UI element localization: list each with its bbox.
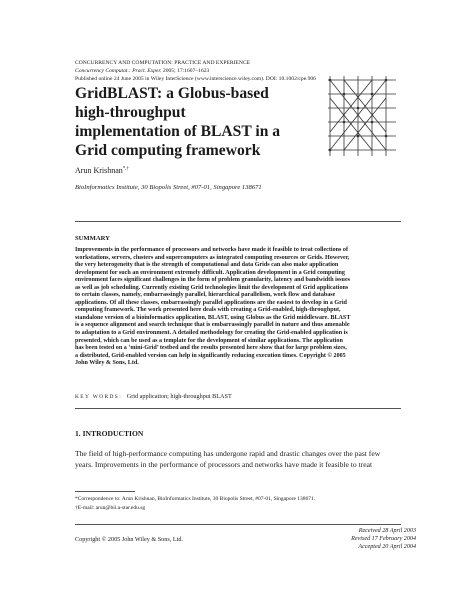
keywords-text: Grid application; high-throughput BLAST <box>126 393 232 400</box>
summary-line: Improvements in the performance of processors and networks have made it feasible to treat collections of <box>75 247 348 253</box>
keywords-label: KEY WORDS: <box>75 394 123 400</box>
grid-network-logo <box>320 70 404 162</box>
summary-line: computing framework. The work presented here deals with creating a Grid-enabled, high-throughput, <box>75 307 341 314</box>
divider <box>75 408 401 409</box>
title-line: Grid computing framework <box>75 142 261 159</box>
summary-heading: SUMMARY <box>75 235 110 242</box>
keywords-line <box>75 393 232 400</box>
footnote-email: †E-mail: arun@bii.a-star.edu.sg <box>75 505 146 511</box>
section-heading: 1. INTRODUCTION <box>75 429 144 438</box>
summary-line: workstations, servers, clusters and supercomputers as integrated computing resources or Grids. However, <box>75 254 350 261</box>
intro-paragraph <box>75 449 415 470</box>
author-name: Arun Krishnan <box>75 166 123 175</box>
summary-body <box>75 247 401 368</box>
journal-name: CONCURRENCY AND COMPUTATION: PRACTICE AND EXPERIENCE <box>75 60 251 66</box>
intro-line: years. Improvements in the performance of processors and networks have made it feasible to treat <box>75 459 373 469</box>
divider <box>75 221 401 222</box>
title-line: GridBLAST: a Globus-based <box>75 85 269 102</box>
summary-line: standalone version of a bioinformatics application, BLAST, using Globus as the Grid middleware. BLAST <box>75 314 351 321</box>
published-line: Published online 24 June 2005 in Wiley InterScience (www.interscience.wiley.com). DOI: 10.1002/cpe.906 <box>75 76 316 82</box>
summary-line: is a sequence alignment and search technique that is embarrassingly parallel in nature and thus amenable <box>75 322 350 329</box>
author-line <box>75 166 129 175</box>
summary-line: a distributed, Grid-enabled version can help in significantly reducing execution times. Copyright © 2005 <box>75 352 346 359</box>
footnote-correspondence: *Correspondence to: Arun Krishnan, BioInformatics Institute, 30 Biopolis Street, #07-01, Singapore 138671. <box>75 496 316 502</box>
journal-citation <box>75 68 209 76</box>
received-date: Received 28 April 2003 <box>358 528 416 534</box>
author-marks: *,† <box>122 166 130 172</box>
summary-line: presented, which can be used as a template for the development of similar applications. The application <box>75 337 343 344</box>
citation-volume: 2005; 17:1607–1623 <box>162 68 210 74</box>
paper-title <box>75 84 300 160</box>
footnote-rule <box>75 491 135 492</box>
title-line: implementation of BLAST in a <box>75 123 281 140</box>
revised-date: Revised 17 February 2004 <box>351 536 416 542</box>
summary-line: applications. Of all these classes, embarrassingly parallel applications are the easiest to develop in a Grid <box>75 299 347 306</box>
summary-line: as well as job scheduling. Currently existing Grid technologies limit the development of Grid applications <box>75 284 349 291</box>
accepted-date: Accepted 20 April 2004 <box>358 544 416 550</box>
summary-line: the very heterogeneity that is the strength of computational and data Grids can also make application <box>75 262 339 269</box>
title-line: high-throughput <box>75 104 186 121</box>
intro-line: The field of high-performance computing has undergone rapid and drastic changes over the past few <box>75 449 381 458</box>
summary-line: environment faces significant challenges in the form of problem granularity, latency and bandwidth issues <box>75 277 351 284</box>
summary-line: to adaptation to a Grid environment. A detailed methodology for creating the Grid-enabled application is <box>75 330 348 337</box>
citation-journal: Concurrency Computat.: Pract. Exper. <box>75 68 162 74</box>
affiliation: BioInformatics Institute, 30 Biopolis Street, #07-01, Singapore 138671 <box>75 184 262 191</box>
summary-line: has been tested on a ‘mini-Grid’ testbed and the results presented here show that for large problem sizes, <box>75 345 347 352</box>
summary-line: to certain classes, namely, embarrassingly parallel, hierarchical parallelism, work flow and database <box>75 292 336 299</box>
summary-line: development for such an environment extremely difficult. Application development in a Grid computing <box>75 269 345 276</box>
divider <box>75 524 401 525</box>
copyright: Copyright © 2005 John Wiley & Sons, Ltd. <box>75 536 183 543</box>
summary-line: John Wiley & Sons, Ltd. <box>75 360 139 367</box>
